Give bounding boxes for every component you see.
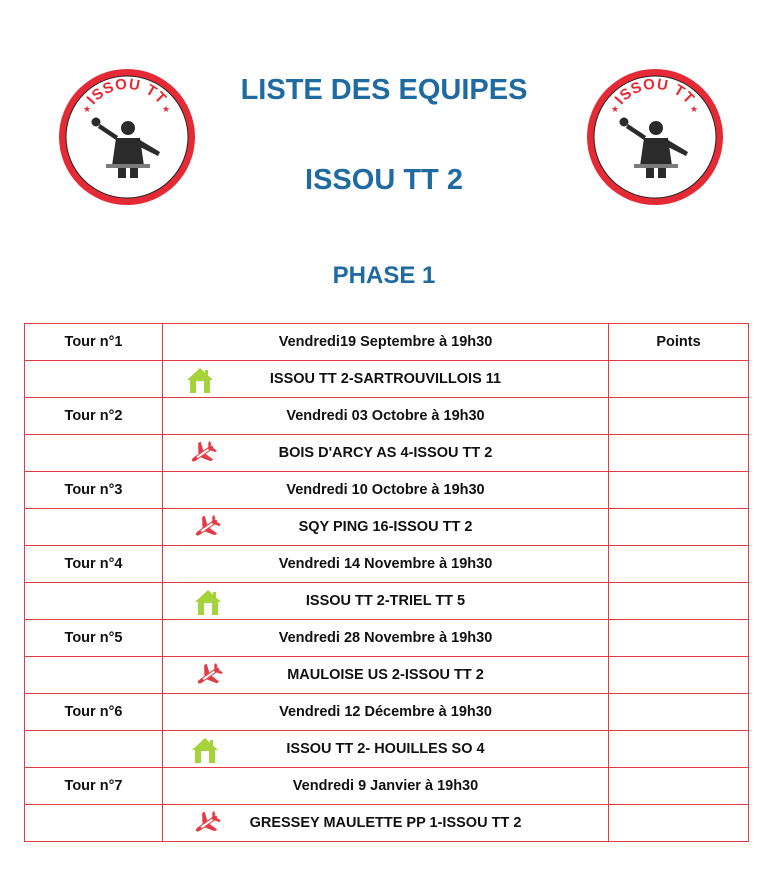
logo-text: ISSOU TT bbox=[611, 75, 699, 108]
match-row bbox=[25, 509, 749, 546]
round-date: Vendredi19 Septembre à 19h30 bbox=[163, 324, 609, 361]
round-header-row bbox=[25, 768, 749, 805]
empty-cell bbox=[25, 509, 163, 546]
match-row bbox=[25, 361, 749, 398]
svg-text:★: ★ bbox=[690, 105, 699, 115]
round-date: Vendredi 12 Décembre à 19h30 bbox=[163, 694, 609, 731]
empty-cell bbox=[25, 435, 163, 472]
round-date: Vendredi 9 Janvier à 19h30 bbox=[163, 768, 609, 805]
points-cell bbox=[609, 509, 749, 546]
points-cell bbox=[609, 546, 749, 583]
home-icon bbox=[193, 588, 223, 616]
round-header-row bbox=[25, 694, 749, 731]
svg-text:★: ★ bbox=[162, 105, 171, 115]
page-title: LISTE DES EQUIPES bbox=[240, 74, 528, 106]
match-label: GRESSEY MAULETTE PP 1-ISSOU TT 2 bbox=[249, 815, 522, 831]
points-cell bbox=[609, 657, 749, 694]
points-header: Points bbox=[609, 324, 749, 361]
empty-cell bbox=[25, 657, 163, 694]
round-date: Vendredi 10 Octobre à 19h30 bbox=[163, 472, 609, 509]
match-cell bbox=[163, 731, 609, 768]
points-cell bbox=[609, 398, 749, 435]
round-date: Vendredi 28 Novembre à 19h30 bbox=[163, 620, 609, 657]
match-label: SQY PING 16-ISSOU TT 2 bbox=[298, 519, 473, 535]
round-header-row bbox=[25, 324, 749, 361]
svg-text:★: ★ bbox=[83, 105, 92, 115]
points-cell bbox=[609, 620, 749, 657]
match-row bbox=[25, 435, 749, 472]
phase-label: PHASE 1 bbox=[332, 262, 436, 289]
match-label: MAULOISE US 2-ISSOU TT 2 bbox=[287, 667, 484, 683]
match-label: ISSOU TT 2-TRIEL TT 5 bbox=[305, 593, 466, 609]
match-row bbox=[25, 583, 749, 620]
round-label: Tour n°5 bbox=[25, 620, 163, 657]
points-cell bbox=[609, 435, 749, 472]
match-row bbox=[25, 805, 749, 842]
empty-cell bbox=[25, 583, 163, 620]
home-icon bbox=[185, 366, 215, 394]
match-cell bbox=[163, 657, 609, 694]
round-header-row bbox=[25, 398, 749, 435]
points-cell bbox=[609, 472, 749, 509]
round-label: Tour n°3 bbox=[25, 472, 163, 509]
round-date: Vendredi 14 Novembre à 19h30 bbox=[163, 546, 609, 583]
points-cell bbox=[609, 731, 749, 768]
round-label: Tour n°1 bbox=[25, 324, 163, 361]
schedule-table bbox=[24, 323, 749, 842]
round-date: Vendredi 03 Octobre à 19h30 bbox=[163, 398, 609, 435]
match-label: BOIS D'ARCY AS 4-ISSOU TT 2 bbox=[278, 445, 493, 461]
match-row bbox=[25, 657, 749, 694]
empty-cell bbox=[25, 731, 163, 768]
round-label: Tour n°6 bbox=[25, 694, 163, 731]
match-label: ISSOU TT 2-SARTROUVILLOIS 11 bbox=[269, 371, 502, 387]
round-label: Tour n°4 bbox=[25, 546, 163, 583]
match-cell bbox=[163, 805, 609, 842]
points-cell bbox=[609, 583, 749, 620]
round-label: Tour n°7 bbox=[25, 768, 163, 805]
schedule-body bbox=[25, 324, 749, 842]
team-name: ISSOU TT 2 bbox=[305, 164, 463, 196]
match-cell bbox=[163, 435, 609, 472]
points-cell bbox=[609, 361, 749, 398]
points-cell bbox=[609, 694, 749, 731]
empty-cell bbox=[25, 805, 163, 842]
match-cell bbox=[163, 583, 609, 620]
points-cell bbox=[609, 768, 749, 805]
plane-icon bbox=[191, 810, 221, 838]
svg-text:★: ★ bbox=[611, 105, 620, 115]
round-header-row bbox=[25, 620, 749, 657]
plane-icon bbox=[187, 440, 217, 468]
match-cell bbox=[163, 361, 609, 398]
logo-text: ISSOU TT bbox=[83, 75, 171, 108]
home-icon bbox=[190, 736, 220, 764]
points-cell bbox=[609, 805, 749, 842]
round-header-row bbox=[25, 472, 749, 509]
match-label: ISSOU TT 2- HOUILLES SO 4 bbox=[286, 741, 485, 757]
empty-cell bbox=[25, 361, 163, 398]
plane-icon bbox=[193, 662, 223, 690]
match-row bbox=[25, 731, 749, 768]
match-cell bbox=[163, 509, 609, 546]
plane-icon bbox=[191, 514, 221, 542]
round-label: Tour n°2 bbox=[25, 398, 163, 435]
round-header-row bbox=[25, 546, 749, 583]
